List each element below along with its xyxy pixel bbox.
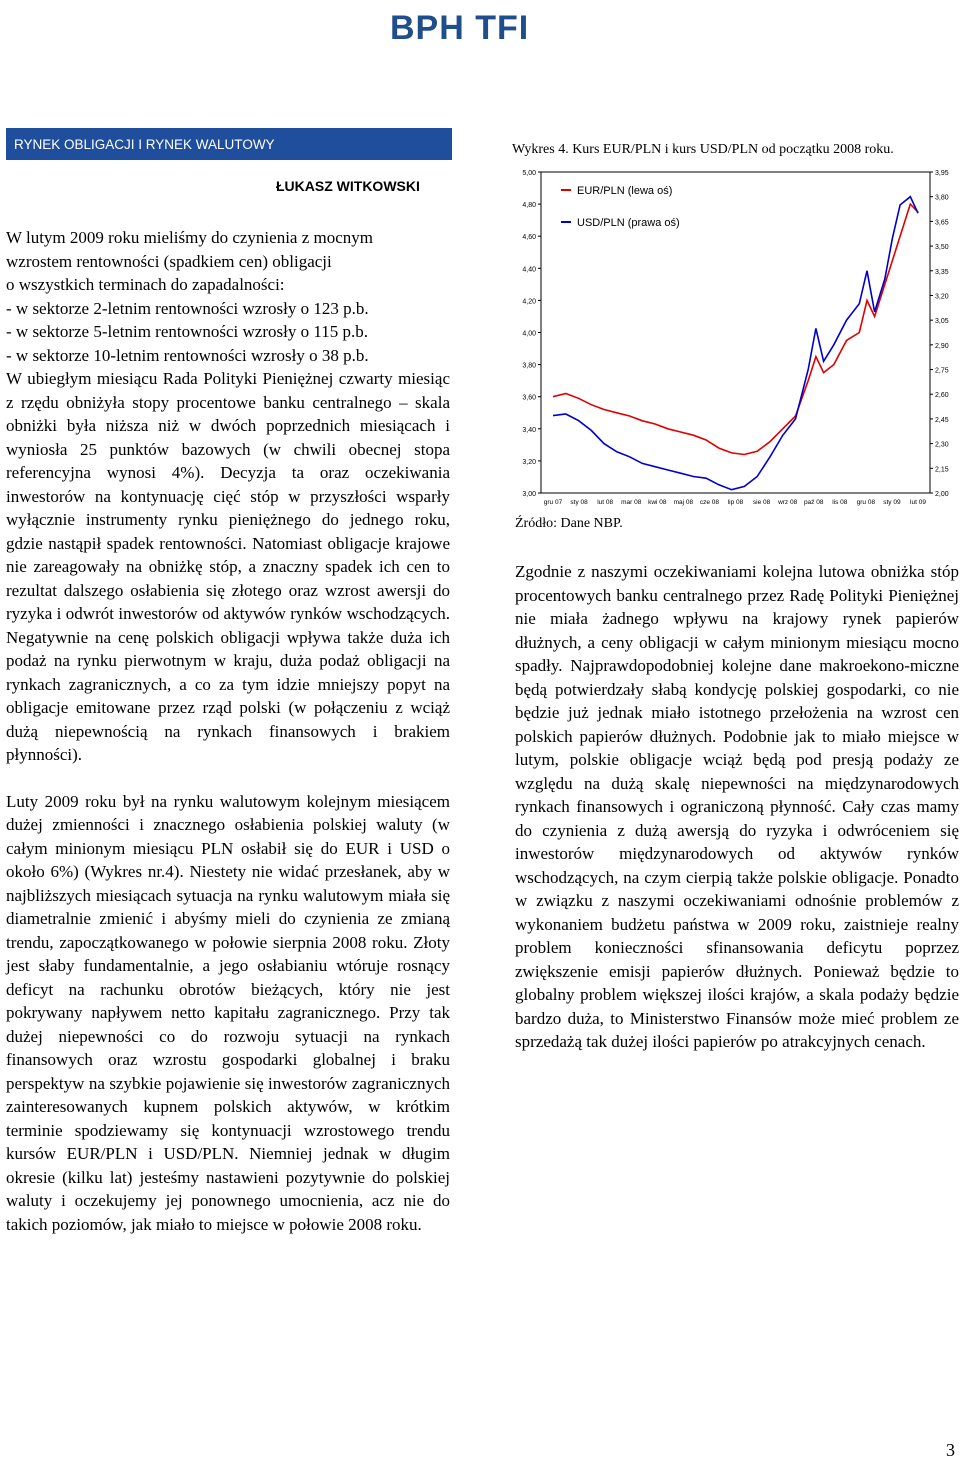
author-name: ŁUKASZ WITKOWSKI (276, 178, 420, 194)
right-axis-tick-label: 3,05 (935, 318, 949, 326)
x-axis-tick-label: cze 08 (699, 499, 720, 506)
intro-line: wzrostem rentowności (spadkiem cen) obligacji (6, 251, 332, 271)
right-axis-tick-label: 3,20 (935, 293, 949, 301)
page-number: 3 (946, 1440, 955, 1460)
right-axis-tick-label: 3,35 (935, 268, 949, 276)
chart-source: Źródło: Dane NBP. (515, 516, 623, 531)
right-axis-tick-label: 2,45 (935, 416, 949, 424)
x-axis-tick-label: gru 07 (543, 499, 563, 506)
left-axis-tick-label: 3,80 (522, 362, 536, 370)
x-axis-tick-label: lis 08 (832, 499, 848, 506)
left-axis-tick-label: 4,60 (522, 234, 536, 242)
right-column (515, 560, 959, 1054)
left-axis-tick-label: 4,80 (522, 202, 536, 210)
paragraph-fx-market: Luty 2009 roku był na rynku walutowym kolejnym miesiącem dużej zmienności i znacznego osłabienia polskiej waluty (w całym minionym miesiącu PLN osłabił się do EUR i USD o około 6%) (Wykres nr.4). Niestety nie widać przesłanek, aby w najbliższych miesiącach sytuacja na rynku walutowym miała się diametralnie zmienić i abyśmy mieli do czynienia ze zmianą trendu, zapoczątkowanego w połowie sierpnia 2008 roku. Złoty jest słaby fundamentalnie, a jego osłabianiu wtóruje rosnący deficyt na rachunku obrotów bieżących, który nie jest pokrywany napływem netto kapitału zagranicznego. Przy tak dużej niepewności co do rozwoju sytuacji na rynkach finansowych oraz wzrostu gospodarki globalnej i braku perspektyw na szybkie pojawienie się inwestorów zagranicznych zainteresowanych kupnem polskich aktywów, w krótkim terminie spodziewamy się kontynuacji wzrostowego trendu kursów EUR/PLN i USD/PLN. Niemniej jednak w długim okresie (kilku lat) jesteśmy nastawieni pozytywnie do polskiej waluty i oczekujemy jej ponownego umocnienia, acz nie do takich poziomów, jak miało to miejsce w połowie 2008 roku. (6, 791, 450, 1234)
intro-line: - w sektorze 2-letnim rentowności wzrosły o 123 p.b. (6, 298, 369, 318)
right-axis-tick-label: 3,95 (935, 170, 949, 177)
left-axis-tick-label: 4,40 (522, 266, 536, 274)
right-axis-tick-label: 2,30 (935, 441, 949, 449)
left-axis-tick-label: 4,20 (522, 298, 536, 306)
x-axis-tick-label: lut 08 (597, 499, 614, 506)
intro-line: W lutym 2009 roku mieliśmy do czynienia z mocnym (6, 228, 374, 247)
x-axis-tick-label: sty 08 (570, 499, 588, 506)
x-axis-tick-label: lut 09 (910, 499, 926, 506)
x-axis-tick-label: maj 08 (673, 499, 694, 506)
intro-lines (6, 226, 450, 367)
left-axis-tick-label: 5,00 (522, 170, 536, 177)
section-title: RYNEK OBLIGACJI I RYNEK WALUTOWY (14, 137, 275, 152)
legend-label: USD/PLN (prawa oś) (577, 217, 680, 229)
x-axis-tick-label: sie 08 (752, 499, 771, 506)
x-axis-tick-label: gru 08 (856, 499, 876, 506)
bph-tfi-logo (390, 6, 580, 50)
right-axis-tick-label: 3,50 (935, 244, 949, 252)
series-line-eur-pln (553, 204, 918, 454)
x-axis-tick-label: kwi 08 (648, 499, 667, 506)
paragraph-monetary-policy: W ubiegłym miesiącu Rada Polityki Pieniężnej czwarty miesiąc z rzędu obniżyła stopy procentowe banku centralnego – skala obniżki była niższa niż w dwóch poprzednich miesiącach i wyniosła 25 punktów bazowych (w chwili obecnej stopa referencyjna wynosi 4%). Decyzja ta oraz oczekiwania inwestorów na kontynuację cięć stóp w przyszłości wsparły wyłącznie instrumenty rynku pieniężnego do jednego roku, gdzie nastąpił spadek rentowności. Natomiast obligacje krajowe nie zareagowały na obniżkę stóp, a znaczny spadek ich cen to rezultat dalszego osłabienia się złotego oraz wzrost awersji do ryzyka i odwrót inwestorów od aktywów rynków wschodzących. Negatywnie na cenę polskich obligacji wpływa także duża ich podaż na rynku pierwotnym w kraju, duża podaż obligacji na rynkach zagranicznych, a co za tym idzie mniejszy popyt na obligacje emitowane przez rząd polski (w połączeniu z wciąż dużą niepewnością na rynkach finansowych i brakiem płynności). (6, 369, 450, 764)
intro-line: - w sektorze 10-letnim rentowności wzrosły o 38 p.b. (6, 345, 369, 365)
section-banner (6, 128, 452, 160)
right-axis-tick-label: 2,75 (935, 367, 949, 375)
intro-line: o wszystkich terminach do zapadalności: (6, 275, 285, 294)
series-line-usd-pln (553, 197, 918, 490)
chart-caption: Wykres 4. Kurs EUR/PLN i kurs USD/PLN od początku 2008 roku. (512, 142, 894, 157)
x-axis-tick-label: wrz 08 (778, 499, 798, 506)
logo-text: BPH TFI (390, 9, 530, 47)
right-axis-tick-label: 2,00 (935, 491, 949, 498)
left-column (6, 226, 450, 1236)
left-axis-tick-label: 4,00 (522, 330, 536, 338)
paragraph-outlook: Zgodnie z naszymi oczekiwaniami kolejna lutowa obniżka stóp procentowych banku centralnego przez Radę Polityki Pieniężnej nie miała żadnego wpływu na krajowy rynek papierów dłużnych, a ceny obligacji w całym minionym miesiącu mocno spadły. Najprawdopodobniej kolejne dane makroekono-miczne będą potwierdzały słabą kondycję polskiej gospodarki, co nie będzie już jednak miało istotnego przełożenia na wzrost cen polskich papierów dłużnych. Podobnie jak to miało miejsce w lutym, polskie obligacje wciąż będą pod presją podaży ze względu na dużą skalę niepewności na międzynarodowych rynkach finansowych i ograniczoną płynność. Cały czas mamy do czynienia z dużą awersją do ryzyka i odwróceniem się inwestorów międzynarodowych od aktywów rynków wschodzących, na czym cierpią także polskie obligacje. Ponadto w związku z naszymi oczekiwaniami odnośnie problemów z wykonaniem budżetu państwa w 2009 roku, zaistnieje realny problem konieczności sfinansowania deficytu poprzez zwiększenie emisji papierów dłużnych. Ponieważ będzie to globalny problem większej ilości krajów, a skala podaży będzie bardzo duża, to Ministerstwo Finansów może mieć problem ze sprzedażą tak dużej ilości papierów po atrakcyjnych cenach. (515, 562, 959, 1051)
right-axis-tick-label: 2,90 (935, 342, 949, 350)
legend-label: EUR/PLN (lewa oś) (577, 185, 673, 197)
right-axis-tick-label: 3,65 (935, 219, 949, 227)
right-axis-tick-label: 3,80 (935, 194, 949, 202)
x-axis-tick-label: lip 08 (727, 499, 744, 506)
right-axis-tick-label: 2,15 (935, 466, 949, 474)
x-axis-tick-label: paź 08 (803, 499, 824, 506)
intro-line: - w sektorze 5-letnim rentowności wzrosły o 115 p.b. (6, 322, 368, 341)
x-axis-tick-label: mar 08 (621, 499, 642, 506)
fx-chart (505, 160, 960, 516)
left-axis-tick-label: 3,20 (522, 458, 536, 466)
x-axis-tick-label: sty 09 (883, 499, 901, 506)
left-axis-tick-label: 3,40 (522, 426, 536, 434)
right-axis-tick-label: 2,60 (935, 392, 949, 400)
left-axis-tick-label: 3,00 (522, 491, 536, 498)
left-axis-tick-label: 3,60 (522, 394, 536, 402)
